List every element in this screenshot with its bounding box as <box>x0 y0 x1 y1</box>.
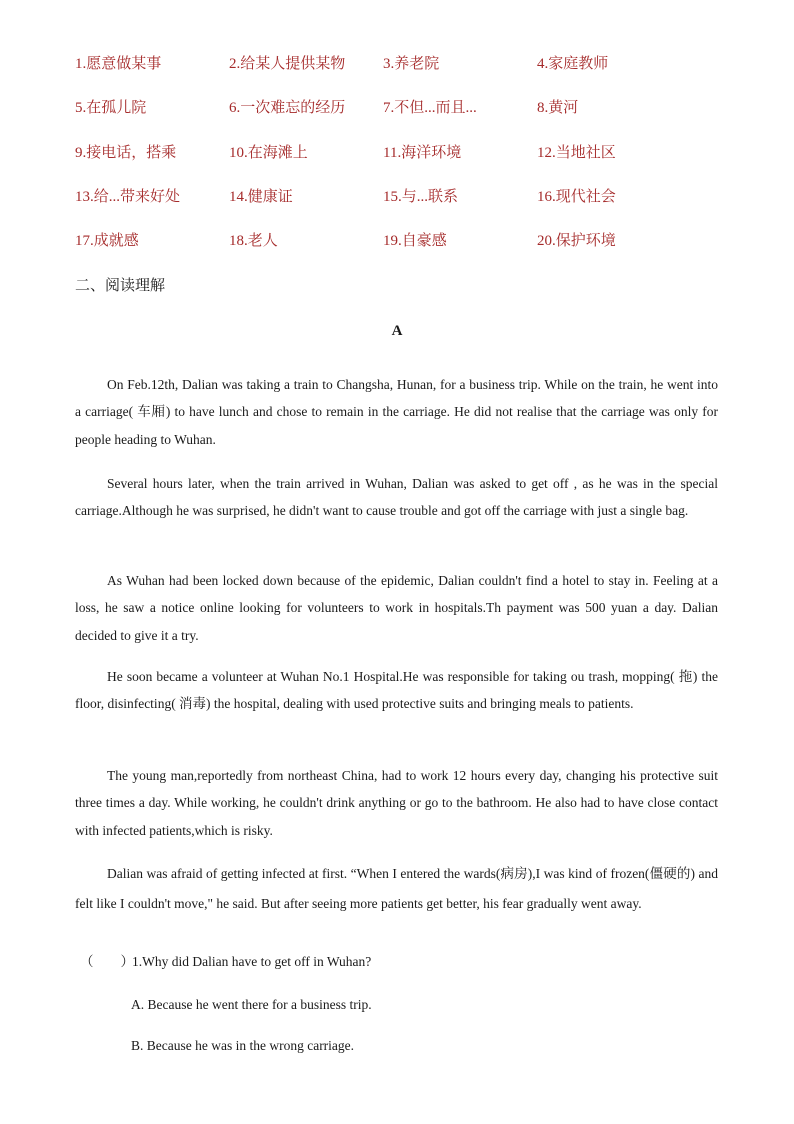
vocab-item: 1.愿意做某事 <box>75 56 162 72</box>
vocab-item: 14.健康证 <box>229 188 293 205</box>
vocab-item: 6.一次难忘的经历 <box>229 100 346 117</box>
vocab-item: 8.黄河 <box>537 100 579 117</box>
vocab-item: 12.当地社区 <box>537 144 616 161</box>
vocab-item: 19.自豪感 <box>383 233 447 250</box>
vocab-answer-grid <box>75 53 715 274</box>
vocab-item: 16.现代社会 <box>537 188 616 205</box>
vocab-row <box>75 230 715 274</box>
vocab-row <box>75 97 715 141</box>
vocab-item: 15.与...联系 <box>383 188 459 205</box>
section-heading: 二、阅读理解 <box>75 278 166 294</box>
passage-paragraph: On Feb.12th, Dalian was taking a train to Changsha, Hunan, for a business trip. While on the train, he went into a carriage( 车厢) to have lunch and chose to remain in the carriage. He did not realise that the carriage was only for people heading to Wuhan. <box>75 376 718 447</box>
passage-title: A <box>391 323 403 339</box>
vocab-item: 5.在孤儿院 <box>75 100 147 117</box>
answer-bracket[interactable]: （ ） <box>80 954 134 969</box>
vocab-item: 7.不但...而且... <box>383 100 477 117</box>
vocab-item: 3.养老院 <box>383 56 440 72</box>
vocab-item: 17.成就感 <box>75 233 139 250</box>
vocab-item: 11.海洋环境 <box>383 144 462 161</box>
vocab-item: 18.老人 <box>229 233 278 250</box>
passage-paragraph: Several hours later, when the train arrived in Wuhan, Dalian was asked to get off , as he was in the special carriage.Although he was surprised, he didn't want to cause trouble and got off the carriage with just a single bag. <box>75 475 718 518</box>
question-option-b: B. Because he was in the wrong carriage. <box>131 1038 355 1053</box>
vocab-item: 13.给...带来好处 <box>75 188 181 205</box>
question-1 <box>80 951 371 973</box>
passage-paragraph: He soon became a volunteer at Wuhan No.1 Hospital.He was responsible for taking ou trash, mopping( 拖) the floor, disinfecting( 消毒) the hospital, dealing with used protective suits and bringing meals to patients. <box>75 668 718 711</box>
vocab-item: 9.接电话，搭乘 <box>75 144 177 161</box>
vocab-item: 20.保护环境 <box>537 233 616 250</box>
passage-paragraph: Dalian was afraid of getting infected at first. “When I entered the wards(病房),I was kind of frozen(僵硬的) and felt like I couldn't move," he said. But after seeing more patients get better, his fear gradually went away. <box>75 865 718 911</box>
vocab-row <box>75 142 715 186</box>
vocab-row <box>75 53 715 97</box>
vocab-item: 4.家庭教师 <box>537 56 609 72</box>
passage-paragraph: As Wuhan had been locked down because of the epidemic, Dalian couldn't find a hotel to stay in. Feeling at a loss, he saw a notice online looking for volunteers to work in hospitals.Th payment was 500 yuan a day. Dalian decided to give it a try. <box>75 572 718 643</box>
passage-paragraph: The young man,reportedly from northeast China, had to work 12 hours every day, changing his protective suit three times a day. While working, he couldn't drink anything or go to the bathroom. He also had to have close contact with infected patients,which is risky. <box>75 767 718 838</box>
question-option-a: A. Because he went there for a business trip. <box>131 997 372 1012</box>
vocab-item: 2.给某人提供某物 <box>229 56 346 72</box>
question-text: 1.Why did Dalian have to get off in Wuhan? <box>132 954 372 969</box>
vocab-row <box>75 186 715 230</box>
vocab-item: 10.在海滩上 <box>229 144 308 161</box>
